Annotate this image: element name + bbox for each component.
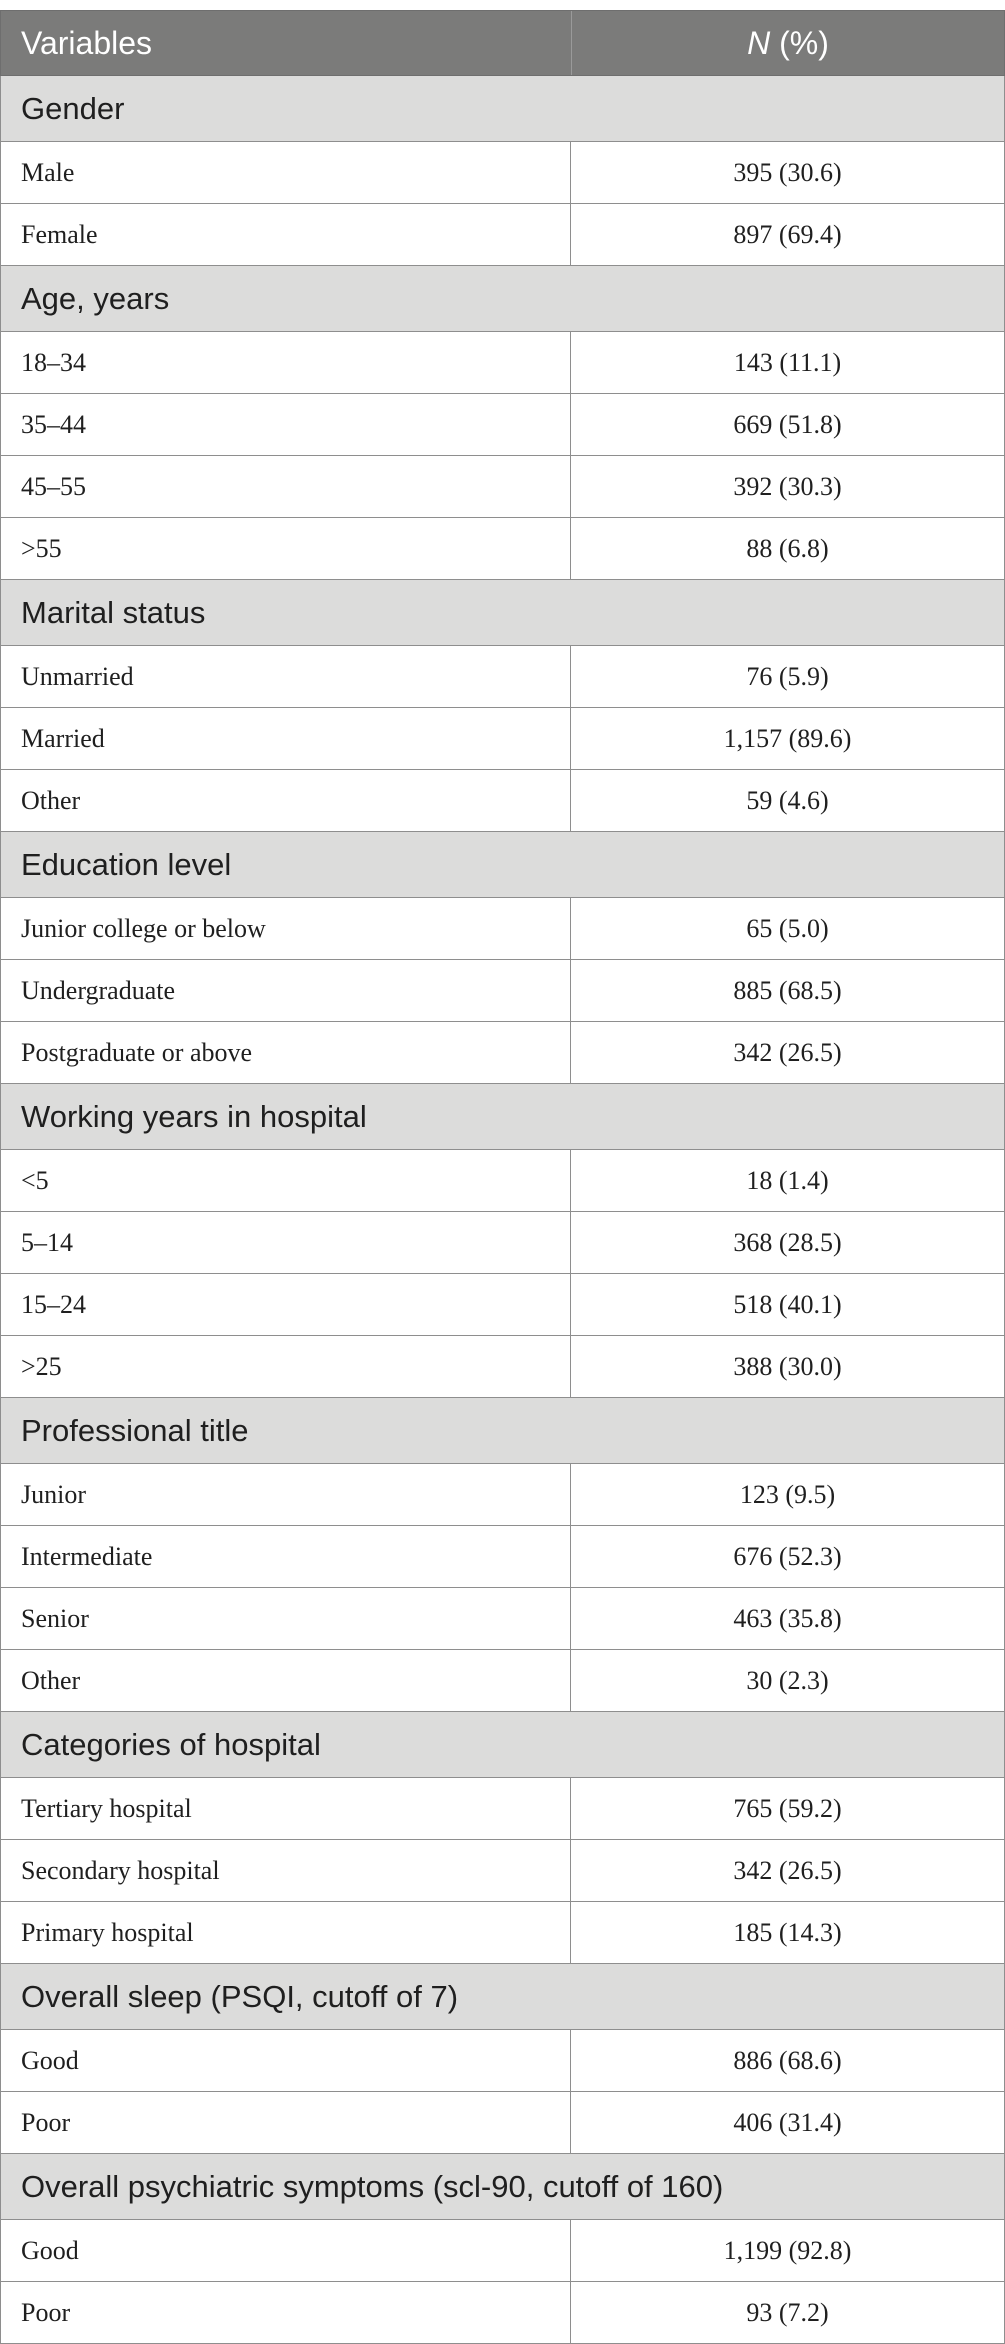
table-row: [0, 2092, 1005, 2154]
section-header: Age, years: [0, 266, 1005, 332]
row-label: Secondary hospital: [1, 1840, 571, 1901]
row-label: Junior college or below: [1, 898, 571, 959]
table-row: [0, 1464, 1005, 1526]
section-header: Overall psychiatric symptoms (scl-90, cutoff of 160): [0, 2154, 1005, 2220]
table-row: [0, 1150, 1005, 1212]
demographics-table: [0, 10, 1005, 2328]
row-value: 59 (4.6): [746, 785, 829, 815]
section-header: Marital status: [0, 580, 1005, 646]
row-label: Poor: [1, 2282, 571, 2343]
row-value: 368 (28.5): [733, 1227, 842, 1257]
row-label: Other: [1, 770, 571, 831]
row-label: 45–55: [1, 456, 571, 517]
row-value: 1,199 (92.8): [723, 2235, 852, 2265]
row-value: 76 (5.9): [746, 661, 829, 691]
table-row: [0, 1650, 1005, 1712]
row-value: 88 (6.8): [746, 533, 829, 563]
row-value: 676 (52.3): [733, 1541, 842, 1571]
row-value: 185 (14.3): [733, 1917, 842, 1947]
row-label: Senior: [1, 1588, 571, 1649]
section-header: Professional title: [0, 1398, 1005, 1464]
row-label: Good: [1, 2030, 571, 2091]
table-row: [0, 204, 1005, 266]
section-header: Overall sleep (PSQI, cutoff of 7): [0, 1964, 1005, 2030]
row-value: 388 (30.0): [733, 1351, 842, 1381]
row-value: 669 (51.8): [733, 409, 842, 439]
section-header: Categories of hospital: [0, 1712, 1005, 1778]
row-value: 342 (26.5): [733, 1855, 842, 1885]
row-label: 35–44: [1, 394, 571, 455]
row-label: >55: [1, 518, 571, 579]
row-value: 406 (31.4): [733, 2107, 842, 2137]
table-row: [0, 2220, 1005, 2282]
table-row: [0, 456, 1005, 518]
table-row: [0, 770, 1005, 832]
table-row: [0, 708, 1005, 770]
section-header: Working years in hospital: [0, 1084, 1005, 1150]
header-n-percent: [572, 11, 1004, 75]
row-label: Primary hospital: [1, 1902, 571, 1963]
row-label: 5–14: [1, 1212, 571, 1273]
table-row: [0, 1902, 1005, 1964]
header-percent: (%): [770, 24, 829, 61]
row-value: 18 (1.4): [746, 1165, 829, 1195]
row-label: Married: [1, 708, 571, 769]
row-label: Postgraduate or above: [1, 1022, 571, 1083]
section-header: Education level: [0, 832, 1005, 898]
table-row: [0, 2030, 1005, 2092]
table-row: [0, 142, 1005, 204]
header-variables: Variables: [1, 11, 572, 75]
table-row: [0, 1588, 1005, 1650]
table-row: [0, 960, 1005, 1022]
row-value: 518 (40.1): [733, 1289, 842, 1319]
table-row: [0, 394, 1005, 456]
row-label: Intermediate: [1, 1526, 571, 1587]
row-value: 886 (68.6): [733, 2045, 842, 2075]
row-label: Male: [1, 142, 571, 203]
row-label: <5: [1, 1150, 571, 1211]
table-header: [0, 10, 1005, 76]
row-label: Good: [1, 2220, 571, 2281]
row-value: 123 (9.5): [739, 1479, 836, 1509]
row-value: 30 (2.3): [746, 1665, 829, 1695]
row-value: 395 (30.6): [733, 157, 842, 187]
row-value: 392 (30.3): [733, 471, 842, 501]
row-label: Female: [1, 204, 571, 265]
table-row: [0, 518, 1005, 580]
row-value: 463 (35.8): [733, 1603, 842, 1633]
table-row: [0, 1336, 1005, 1398]
table-row: [0, 1840, 1005, 1902]
table-row: [0, 1778, 1005, 1840]
table-row: [0, 1022, 1005, 1084]
row-label: Junior: [1, 1464, 571, 1525]
row-value: 342 (26.5): [733, 1037, 842, 1067]
row-label: 15–24: [1, 1274, 571, 1335]
table-row: [0, 1212, 1005, 1274]
table-row: [0, 332, 1005, 394]
row-value: 885 (68.5): [733, 975, 842, 1005]
table-row: [0, 1526, 1005, 1588]
header-n: N: [747, 24, 771, 61]
row-label: Tertiary hospital: [1, 1778, 571, 1839]
row-value: 65 (5.0): [746, 913, 829, 943]
row-label: >25: [1, 1336, 571, 1397]
table-body: [0, 76, 1005, 2344]
row-value: 143 (11.1): [733, 347, 842, 377]
table-row: [0, 1274, 1005, 1336]
row-label: Poor: [1, 2092, 571, 2153]
row-label: Unmarried: [1, 646, 571, 707]
table-row: [0, 2282, 1005, 2344]
row-value: 93 (7.2): [746, 2297, 829, 2327]
row-value: 1,157 (89.6): [723, 723, 852, 753]
section-header: Gender: [0, 76, 1005, 142]
row-label: 18–34: [1, 332, 571, 393]
row-value: 765 (59.2): [733, 1793, 842, 1823]
row-label: Undergraduate: [1, 960, 571, 1021]
table-row: [0, 898, 1005, 960]
table-row: [0, 646, 1005, 708]
row-value: 897 (69.4): [733, 219, 842, 249]
row-label: Other: [1, 1650, 571, 1711]
